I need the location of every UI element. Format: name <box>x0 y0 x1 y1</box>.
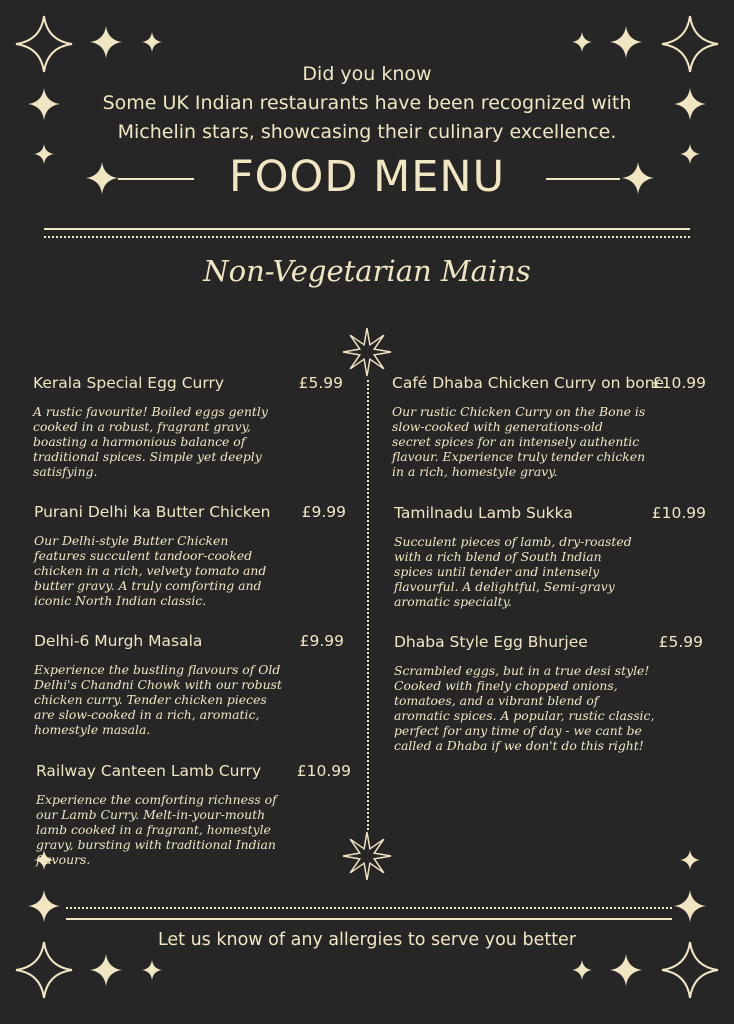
header-divider-dotted <box>44 236 690 238</box>
footer-divider-dotted <box>66 907 672 909</box>
page-title: FOOD MENU <box>228 152 506 202</box>
menu-item <box>394 633 703 753</box>
item-description: A rustic favourite! Boiled eggs gently cooked in a robust, fragrant gravy, boasting a harmonious balance of traditional spices. Simple yet deeply satisfying. <box>33 404 268 479</box>
menu-item <box>36 762 351 867</box>
menu-item <box>34 503 346 608</box>
item-description: Experience the comforting richness of our Lamb Curry. Melt-in-your-mouth lamb cooked in a fragrant, homestyle gravy, bursting with traditional Indian flavours. <box>36 792 277 867</box>
column-divider <box>367 380 369 830</box>
title-star-right-icon <box>618 158 658 198</box>
menu-item <box>33 374 343 479</box>
item-description: Our Delhi-style Butter Chicken features succulent tandoor-cooked chicken in a rich, velvety tomato and butter gravy. A truly comforting and iconic North Indian classic. <box>34 533 267 608</box>
divider-star-top-icon <box>342 322 392 382</box>
item-description: Scrambled eggs, but in a true desi style! Cooked with finely chopped onions, tomatoes, and a vibrant blend of aromatic spices. A popular, rustic classic, perfect for any time of day - we cant be called a Dhaba if we don't do this right! <box>394 663 655 753</box>
menu-item <box>392 374 706 479</box>
item-name: Kerala Special Egg Curry <box>33 374 224 392</box>
title-rule-right <box>546 178 620 180</box>
item-name: Railway Canteen Lamb Curry <box>36 762 262 780</box>
item-price: £9.99 <box>299 632 344 650</box>
fun-fact-line: Michelin stars, showcasing their culinary excellence. <box>117 121 617 143</box>
item-name: Tamilnadu Lamb Sukka <box>394 504 573 522</box>
fun-fact <box>0 60 734 147</box>
item-description: Experience the bustling flavours of Old Delhi's Chandni Chowk with our robust chicken curry. Tender chicken pieces are slow-cooked in a rich, aromatic, homestyle masala. <box>34 662 282 737</box>
item-price: £10.99 <box>651 374 706 392</box>
item-name: Dhaba Style Egg Bhurjee <box>394 633 588 651</box>
item-name: Café Dhaba Chicken Curry on bone <box>392 374 665 392</box>
footer-divider <box>66 918 672 920</box>
item-price: £9.99 <box>301 503 346 521</box>
item-name: Delhi-6 Murgh Masala <box>34 632 203 650</box>
allergy-notice: Let us know of any allergies to serve you better <box>157 930 577 950</box>
item-description: Our rustic Chicken Curry on the Bone is slow-cooked with generations-old secret spices for an intensely authentic flavour. Experience truly tender chicken in a rich, homestyle gravy. <box>392 404 646 479</box>
item-description: Succulent pieces of lamb, dry-roasted with a rich blend of South Indian spices until tender and intensely flavourful. A delightful, Semi-gravy aromatic specialty. <box>394 534 632 609</box>
menu-item <box>394 504 706 609</box>
item-price: £5.99 <box>658 633 703 651</box>
item-price: £10.99 <box>651 504 706 522</box>
item-price: £5.99 <box>298 374 343 392</box>
item-name: Purani Delhi ka Butter Chicken <box>34 503 271 521</box>
section-title: Non-Vegetarian Mains <box>203 254 531 288</box>
item-price: £10.99 <box>296 762 351 780</box>
header-divider <box>44 228 690 230</box>
menu-item <box>34 632 344 737</box>
fun-fact-heading: Did you know <box>302 63 432 85</box>
fun-fact-line: Some UK Indian restaurants have been recognized with <box>102 92 632 114</box>
